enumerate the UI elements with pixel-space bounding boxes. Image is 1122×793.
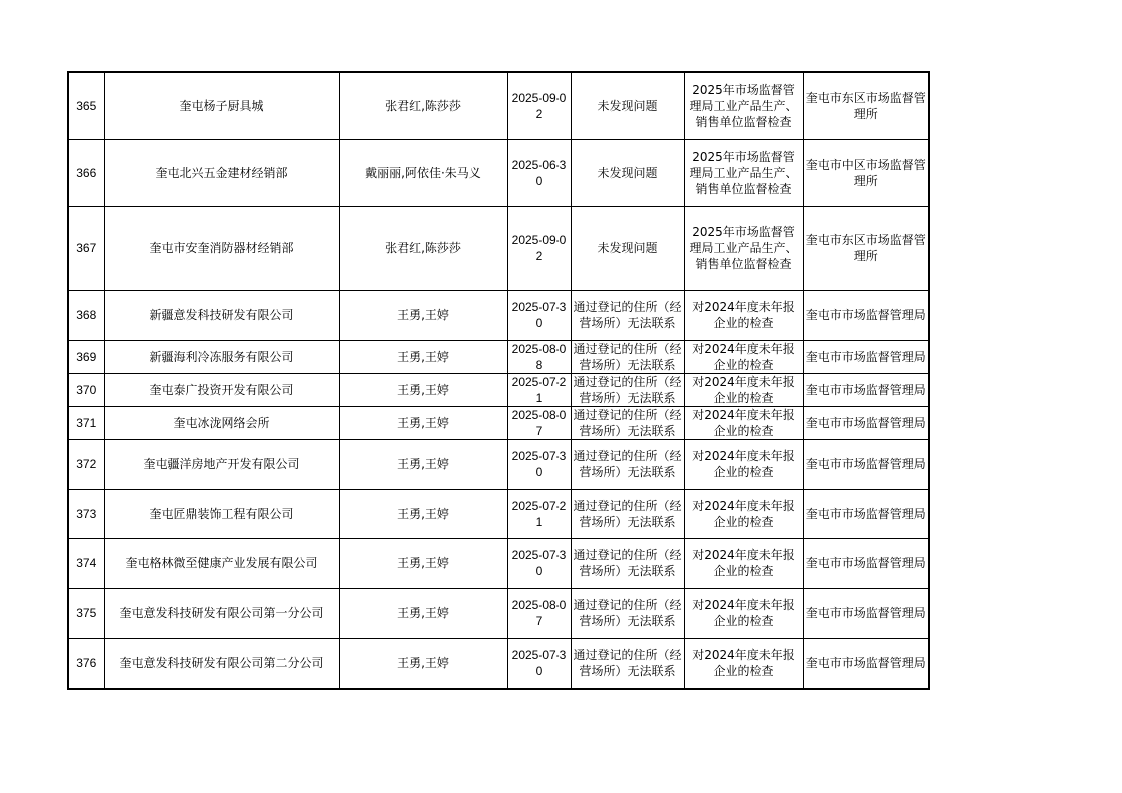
company-name: 奎屯意发科技研发有限公司第二分公司 xyxy=(104,638,339,689)
row-number: 366 xyxy=(68,139,104,206)
inspectors: 王勇,王婷 xyxy=(339,373,507,406)
row-number: 373 xyxy=(68,489,104,538)
table-row xyxy=(68,489,929,538)
inspectors: 王勇,王婷 xyxy=(339,439,507,489)
inspection-date: 2025-07-30 xyxy=(507,439,571,489)
inspection-result: 通过登记的住所（经营场所）无法联系 xyxy=(573,407,682,438)
inspection-result: 通过登记的住所（经营场所）无法联系 xyxy=(571,489,684,538)
row-number: 369 xyxy=(68,340,104,373)
inspection-result: 通过登记的住所（经营场所）无法联系 xyxy=(571,638,684,689)
inspectors: 张君红,陈莎莎 xyxy=(339,72,507,139)
inspection-date: 2025-07-30 xyxy=(507,538,571,588)
inspectors: 戴丽丽,阿依佳·朱马义 xyxy=(339,139,507,206)
inspection-task: 2025年市场监督管理局工业产品生产、销售单位监督检查 xyxy=(684,139,803,206)
inspectors: 张君红,陈莎莎 xyxy=(339,206,507,290)
row-number: 368 xyxy=(68,290,104,340)
inspection-date: 2025-09-02 xyxy=(507,72,571,139)
inspection-office: 奎屯市中区市场监督管理所 xyxy=(803,139,929,206)
company-name: 奎屯北兴五金建材经销部 xyxy=(104,139,339,206)
inspection-task: 对2024年度未年报企业的检查 xyxy=(684,340,803,373)
inspection-date: 2025-07-30 xyxy=(507,638,571,689)
company-name: 奎屯冰泷网络会所 xyxy=(104,406,339,439)
table-row xyxy=(68,638,929,689)
row-number: 375 xyxy=(68,588,104,638)
inspection-records-table xyxy=(67,71,930,690)
row-number: 370 xyxy=(68,373,104,406)
inspection-date: 2025-09-02 xyxy=(507,206,571,290)
inspection-task: 对2024年度未年报企业的检查 xyxy=(684,538,803,588)
inspection-result: 通过登记的住所（经营场所）无法联系 xyxy=(573,374,682,405)
inspectors: 王勇,王婷 xyxy=(339,489,507,538)
inspection-office: 奎屯市市场监督管理局 xyxy=(803,489,929,538)
inspection-task: 对2024年度未年报企业的检查 xyxy=(684,290,803,340)
inspection-task: 对2024年度未年报企业的检查 xyxy=(684,439,803,489)
inspection-office: 奎屯市市场监督管理局 xyxy=(803,638,929,689)
inspectors: 王勇,王婷 xyxy=(339,638,507,689)
inspection-result: 未发现问题 xyxy=(571,206,684,290)
inspection-task: 对2024年度未年报企业的检查 xyxy=(684,489,803,538)
inspection-date: 2025-06-30 xyxy=(507,139,571,206)
inspection-date: 2025-08-07 xyxy=(511,407,567,438)
inspectors: 王勇,王婷 xyxy=(339,406,507,439)
inspection-office: 奎屯市市场监督管理局 xyxy=(803,406,929,439)
company-name: 奎屯市安奎消防器材经销部 xyxy=(104,206,339,290)
inspection-task: 2025年市场监督管理局工业产品生产、销售单位监督检查 xyxy=(684,72,803,139)
inspection-date: 2025-08-08 xyxy=(511,341,567,372)
inspection-date: 2025-08-07 xyxy=(507,588,571,638)
inspection-office: 奎屯市市场监督管理局 xyxy=(803,588,929,638)
inspection-result: 通过登记的住所（经营场所）无法联系 xyxy=(571,588,684,638)
table-row xyxy=(68,290,929,340)
inspection-task: 对2024年度未年报企业的检查 xyxy=(684,373,803,406)
inspection-task: 2025年市场监督管理局工业产品生产、销售单位监督检查 xyxy=(684,206,803,290)
row-number: 376 xyxy=(68,638,104,689)
inspection-office: 奎屯市市场监督管理局 xyxy=(803,373,929,406)
inspection-date: 2025-07-21 xyxy=(507,489,571,538)
inspection-task: 对2024年度未年报企业的检查 xyxy=(684,406,803,439)
company-name: 奎屯意发科技研发有限公司第一分公司 xyxy=(104,588,339,638)
company-name: 新疆海利冷冻服务有限公司 xyxy=(104,340,339,373)
inspection-office: 奎屯市市场监督管理局 xyxy=(803,290,929,340)
table-row xyxy=(68,340,929,373)
inspection-result: 通过登记的住所（经营场所）无法联系 xyxy=(571,290,684,340)
row-number: 372 xyxy=(68,439,104,489)
inspection-result: 通过登记的住所（经营场所）无法联系 xyxy=(571,538,684,588)
table-row xyxy=(68,538,929,588)
company-name: 奎屯杨子厨具城 xyxy=(104,72,339,139)
inspection-office: 奎屯市市场监督管理局 xyxy=(803,538,929,588)
inspection-result: 通过登记的住所（经营场所）无法联系 xyxy=(573,341,682,372)
inspection-result: 未发现问题 xyxy=(571,72,684,139)
inspection-office: 奎屯市东区市场监督管理所 xyxy=(803,72,929,139)
table-row xyxy=(68,139,929,206)
table-row xyxy=(68,588,929,638)
inspection-office: 奎屯市市场监督管理局 xyxy=(803,340,929,373)
inspection-office: 奎屯市市场监督管理局 xyxy=(803,439,929,489)
inspection-date: 2025-07-21 xyxy=(511,374,567,405)
inspection-result: 通过登记的住所（经营场所）无法联系 xyxy=(571,439,684,489)
table-row xyxy=(68,373,929,406)
table-row xyxy=(68,72,929,139)
inspectors: 王勇,王婷 xyxy=(339,588,507,638)
inspectors: 王勇,王婷 xyxy=(339,340,507,373)
row-number: 371 xyxy=(68,406,104,439)
table-body xyxy=(68,72,929,689)
company-name: 奎屯泰广投资开发有限公司 xyxy=(104,373,339,406)
company-name: 奎屯疆洋房地产开发有限公司 xyxy=(104,439,339,489)
inspectors: 王勇,王婷 xyxy=(339,538,507,588)
company-name: 奎屯匠鼎装饰工程有限公司 xyxy=(104,489,339,538)
company-name: 新疆意发科技研发有限公司 xyxy=(104,290,339,340)
table-row xyxy=(68,439,929,489)
inspectors: 王勇,王婷 xyxy=(339,290,507,340)
company-name: 奎屯格林微至健康产业发展有限公司 xyxy=(104,538,339,588)
row-number: 367 xyxy=(68,206,104,290)
row-number: 365 xyxy=(68,72,104,139)
inspection-task: 对2024年度未年报企业的检查 xyxy=(684,588,803,638)
inspection-date: 2025-07-30 xyxy=(507,290,571,340)
inspection-office: 奎屯市东区市场监督管理所 xyxy=(803,206,929,290)
row-number: 374 xyxy=(68,538,104,588)
table-row xyxy=(68,206,929,290)
inspection-task: 对2024年度未年报企业的检查 xyxy=(684,638,803,689)
inspection-result: 未发现问题 xyxy=(571,139,684,206)
table-row xyxy=(68,406,929,439)
